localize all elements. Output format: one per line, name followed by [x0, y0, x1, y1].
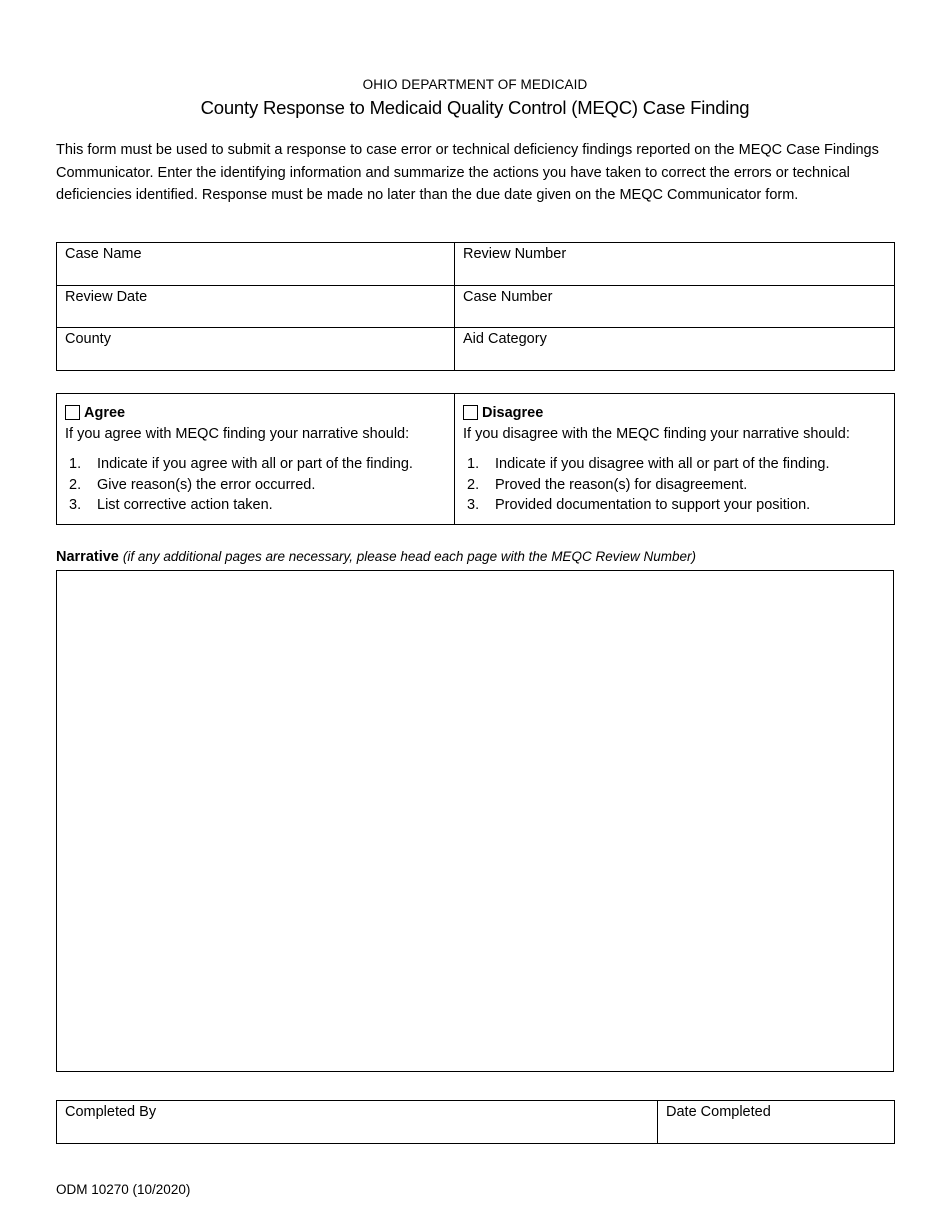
- date-completed-label: Date Completed: [666, 1104, 771, 1120]
- agree-list: [65, 454, 446, 516]
- disagree-label: Disagree: [482, 404, 544, 421]
- list-item: 2. Proved the reason(s) for disagreement.: [467, 476, 748, 493]
- agree-disagree-table: [56, 393, 895, 525]
- completed-by-field[interactable]: [57, 1101, 658, 1144]
- aid-category-label: Aid Category: [463, 331, 547, 348]
- date-completed-field[interactable]: [658, 1101, 895, 1144]
- agree-label: Agree: [84, 404, 126, 421]
- disagree-list: [463, 454, 886, 516]
- form-title: County Response to Medicaid Quality Control (MEQC) Case Finding: [200, 97, 750, 118]
- county-field[interactable]: [57, 328, 455, 371]
- case-name-label: Case Name: [65, 246, 142, 262]
- list-item: 2. Give reason(s) the error occurred.: [69, 476, 316, 493]
- agree-instruction: If you agree with MEQC finding your narrative should:: [65, 426, 410, 442]
- list-item: 3. Provided documentation to support your position.: [467, 497, 811, 514]
- county-label: County: [65, 331, 111, 348]
- case-name-field[interactable]: [57, 243, 455, 286]
- review-date-label: Review Date: [65, 288, 148, 305]
- list-item: 1. Indicate if you disagree with all or part of the finding.: [467, 456, 830, 472]
- narrative-label: Narrative: [56, 549, 119, 565]
- review-number-label: Review Number: [463, 246, 567, 262]
- aid-category-field[interactable]: [455, 328, 895, 371]
- identification-table: [56, 242, 895, 371]
- narrative-heading: [56, 549, 696, 565]
- disagree-section: [455, 394, 895, 525]
- agency-name: OHIO DEPARTMENT OF MEDICAID: [362, 77, 588, 92]
- review-number-field[interactable]: [455, 243, 895, 286]
- narrative-note: (if any additional pages are necessary, please head each page with the MEQC Review Number): [122, 549, 696, 564]
- intro-paragraph: This form must be used to submit a response to case error or technical deficiency findings reported on the MEQC Case Findings Communicator. Enter the identifying information and summarize the actions you have taken to correct the errors or technical deficiencies identified. Response must be made no later than the due date given on the MEQC Communicator form.: [56, 142, 879, 204]
- completed-by-label: Completed By: [65, 1104, 157, 1120]
- case-number-field[interactable]: [455, 285, 895, 328]
- form-id: ODM 10270 (10/2020): [56, 1182, 191, 1197]
- agree-checkbox[interactable]: [65, 405, 80, 420]
- list-item: 3. List corrective action taken.: [69, 497, 273, 514]
- signoff-table: [56, 1100, 895, 1144]
- narrative-textarea[interactable]: [56, 570, 894, 1072]
- review-date-field[interactable]: [57, 285, 455, 328]
- agree-section: [57, 394, 455, 525]
- list-item: 1. Indicate if you agree with all or part of the finding.: [69, 456, 413, 472]
- case-number-label: Case Number: [463, 288, 553, 305]
- disagree-checkbox[interactable]: [463, 405, 478, 420]
- disagree-instruction: If you disagree with the MEQC finding your narrative should:: [463, 426, 850, 442]
